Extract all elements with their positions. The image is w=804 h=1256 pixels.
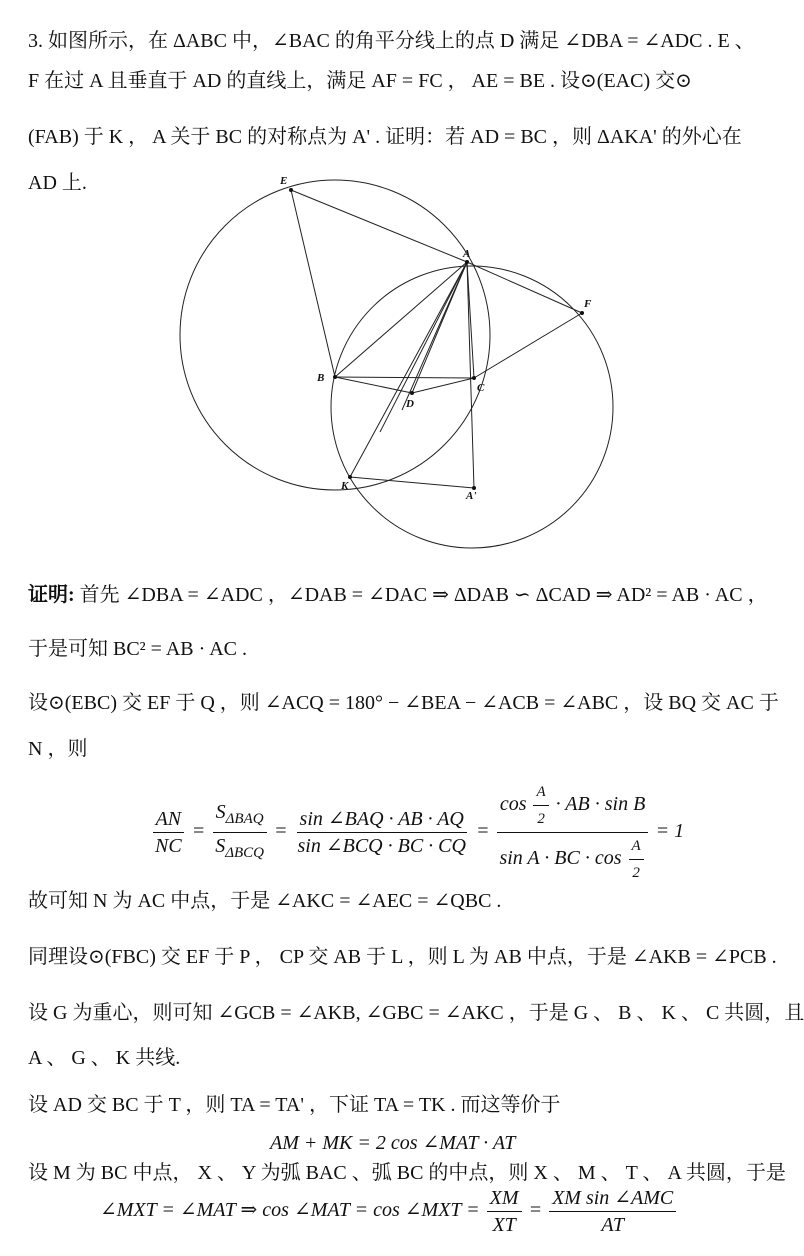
label-d: D (406, 398, 414, 410)
segment-af (467, 262, 582, 313)
point-a (465, 260, 469, 264)
label-c: C (477, 382, 485, 394)
segment-ka1 (350, 477, 474, 488)
problem-line-2: F 在过 A 且垂直于 AD 的直线上，满足 AF = FC ， AE = BE . 设⊙(EAC) 交⊙ (28, 70, 692, 92)
segment-ak (350, 262, 467, 477)
problem-line-4: AD 上. (28, 172, 87, 194)
segment-aa1 (467, 262, 474, 488)
proof-line-8: A 、 G 、 K 共线. (28, 1047, 181, 1069)
segment-ea (291, 190, 467, 262)
label-f: F (584, 298, 592, 310)
circle-fab (331, 266, 613, 548)
proof-line-3: 设⊙(EBC) 交 EF 于 Q ，则 ∠ACQ = 180° − ∠BEA − ∠ACB = ∠ABC ，设 BQ 交 AC 于 (28, 692, 779, 714)
segment-ad (412, 262, 467, 393)
label-a-prime: A' (466, 490, 477, 502)
label-a: A (463, 248, 471, 260)
cevian-1 (380, 262, 467, 432)
proof-line-2: 于是可知 BC² = AB · AC . (28, 638, 247, 660)
segment-eb (291, 190, 335, 377)
proof-line-10: 设 M 为 BC 中点， X 、 Y 为弧 BAC 、弧 BC 的中点，则 X 、 M 、 T 、 A 共圆，于是 (28, 1162, 786, 1184)
segment-fc (474, 313, 582, 378)
label-k: K (341, 480, 349, 492)
point-c (472, 376, 476, 380)
equation-cos-ratio: ∠MXT = ∠MAT ⇒ cos ∠MAT = cos ∠MXT = $\frac{XM}{XT}$ = $\frac{\text{XM sin ∠AMC}}{AT}$ (100, 1186, 678, 1237)
proof-line-1 (28, 582, 768, 608)
problem-line-3: (FAB) 于 K ， A 关于 BC 的对称点为 A' . 证明：若 AD = BC ，则 ΔAKA' 的外心在 (28, 126, 742, 148)
point-a1 (472, 486, 476, 490)
segment-dc (412, 378, 474, 393)
proof-line-1-text: 首先 ∠DBA = ∠ADC ，∠DAB = ∠DAC ⇒ ΔDAB ∽ ΔCAD ⇒ AD² = AB · AC ， (79, 584, 768, 606)
segment-bd (335, 377, 412, 393)
circle-eac (180, 180, 490, 490)
proof-line-4: N ，则 (28, 738, 88, 760)
segment-ac (467, 262, 474, 378)
point-e (289, 188, 293, 192)
proof-line-9: 设 AD 交 BC 于 T ，则 TA = TA' ，下证 TA = TK . 而这等价于 (28, 1094, 561, 1116)
label-b: B (317, 372, 325, 384)
problem-line-1: 3. 如图所示，在 ΔABC 中，∠BAC 的角平分线上的点 D 满足 ∠DBA = ∠ADC . E 、 (28, 30, 755, 52)
cevian-2 (402, 262, 467, 410)
segment-bc (335, 377, 474, 378)
point-b (333, 375, 337, 379)
equation-area-ratio: $\frac{AN}{NC}$ = $\frac{S_{\Delta BAQ}}{S_{\Delta BCQ}}$ = $\frac{\text{sin ∠BAQ · AB · AQ}}{\text{sin ∠BCQ · BC · CQ}}$ = cos $\frac{A}{2}$ · AB · sin B sin A · BC · cos $\frac{A}{2}$ = 1 (150, 780, 684, 885)
equation-am-mk: AM + MK = 2 cos ∠MAT · AT (270, 1132, 516, 1154)
point-d (410, 391, 414, 395)
segment-ab (335, 262, 467, 377)
label-e: E (280, 175, 288, 187)
point-k (348, 475, 352, 479)
proof-line-6: 同理设⊙(FBC) 交 EF 于 P ， CP 交 AB 于 L ，则 L 为 AB 中点，于是 ∠AKB = ∠PCB . (28, 946, 777, 968)
proof-label: 证明: (28, 584, 75, 606)
point-f (580, 311, 584, 315)
proof-line-5: 故可知 N 为 AC 中点，于是 ∠AKC = ∠AEC = ∠QBC . (28, 890, 502, 912)
proof-line-7: 设 G 为重心，则可知 ∠GCB = ∠AKB, ∠GBC = ∠AKC ，于是 G 、 B 、 K 、 C 共圆，且 (28, 1002, 804, 1024)
